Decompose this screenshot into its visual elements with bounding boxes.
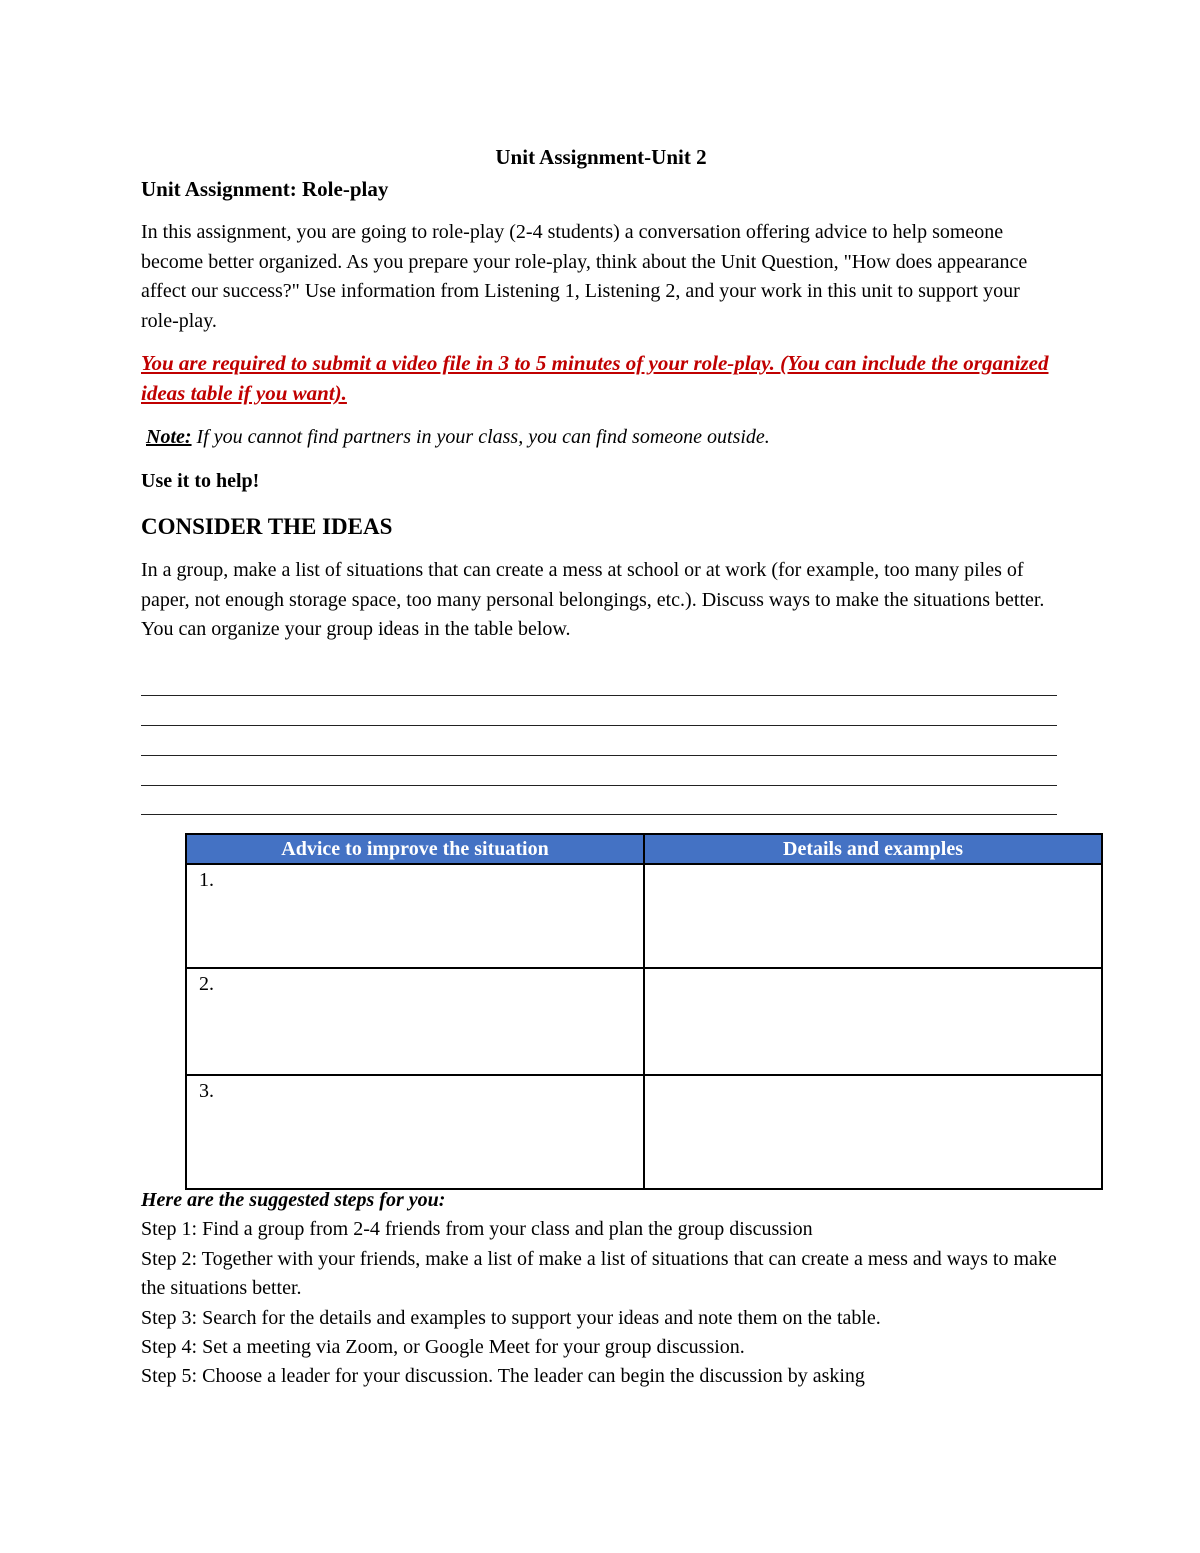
table-row — [186, 864, 1102, 968]
document-title: Unit Assignment-Unit 2 — [495, 145, 707, 169]
advice-cell[interactable]: 3. — [186, 1075, 644, 1189]
step-item: Step 4: Set a meeting via Zoom, or Google Meet for your group discussion. — [141, 1336, 745, 1359]
advice-cell[interactable]: 1. — [186, 864, 644, 968]
requirement-text: You are required to submit a video file in 3 to 5 minutes of your role-play. (You can include the organized ideas table if you want). — [141, 351, 1049, 405]
header-advice: Advice to improve the situation — [186, 834, 644, 864]
note-paragraph — [141, 422, 1061, 452]
use-it-text: Use it to help! — [141, 470, 260, 492]
answer-line[interactable] — [141, 696, 1057, 726]
step-item: Step 5: Choose a leader for your discussion. The leader can begin the discussion by asking — [141, 1365, 865, 1388]
details-cell[interactable] — [644, 1075, 1102, 1189]
note-label: Note: — [146, 426, 192, 448]
document-page — [141, 140, 1061, 815]
step-item: Step 2: Together with your friends, make a list of make a list of situations that can create a mess and ways to make the situations better. — [141, 1247, 1057, 1300]
steps-section — [141, 1186, 1061, 1392]
steps-heading: Here are the suggested steps for you: — [141, 1189, 446, 1211]
details-cell[interactable] — [644, 864, 1102, 968]
answer-line[interactable] — [141, 726, 1057, 756]
table-row — [186, 1075, 1102, 1189]
ideas-table — [185, 833, 1103, 1190]
assignment-subtitle: Unit Assignment: Role-play — [141, 177, 389, 201]
answer-line[interactable] — [141, 667, 1057, 697]
details-cell[interactable] — [644, 968, 1102, 1075]
step-item: Step 3: Search for the details and examples to support your ideas and note them on the table. — [141, 1306, 881, 1329]
header-details: Details and examples — [644, 834, 1102, 864]
consider-paragraph: In a group, make a list of situations that can create a mess at school or at work (for example, too many piles of paper, not enough storage space, too many personal belongings, etc.). Discuss ways to make the situations better. You can organize your group ideas in the table below. — [141, 559, 1045, 640]
answer-line[interactable] — [141, 756, 1057, 786]
consider-heading: CONSIDER THE IDEAS — [141, 514, 393, 539]
answer-line[interactable] — [141, 786, 1057, 816]
table-header-row — [186, 834, 1102, 864]
intro-paragraph: In this assignment, you are going to role-play (2-4 students) a conversation offering advice to help someone become better organized. As you prepare your role-play, think about the Unit Question, "How does appearance affect our success?" Use information from Listening 1, Listening 2, and your work in this unit to support your role-play. — [141, 221, 1028, 332]
step-item: Step 1: Find a group from 2-4 friends from your class and plan the group discussion — [141, 1218, 813, 1241]
advice-cell[interactable]: 2. — [186, 968, 644, 1075]
answer-lines — [141, 667, 1061, 816]
table-row — [186, 968, 1102, 1075]
note-text: If you cannot find partners in your class, you can find someone outside. — [191, 426, 770, 448]
